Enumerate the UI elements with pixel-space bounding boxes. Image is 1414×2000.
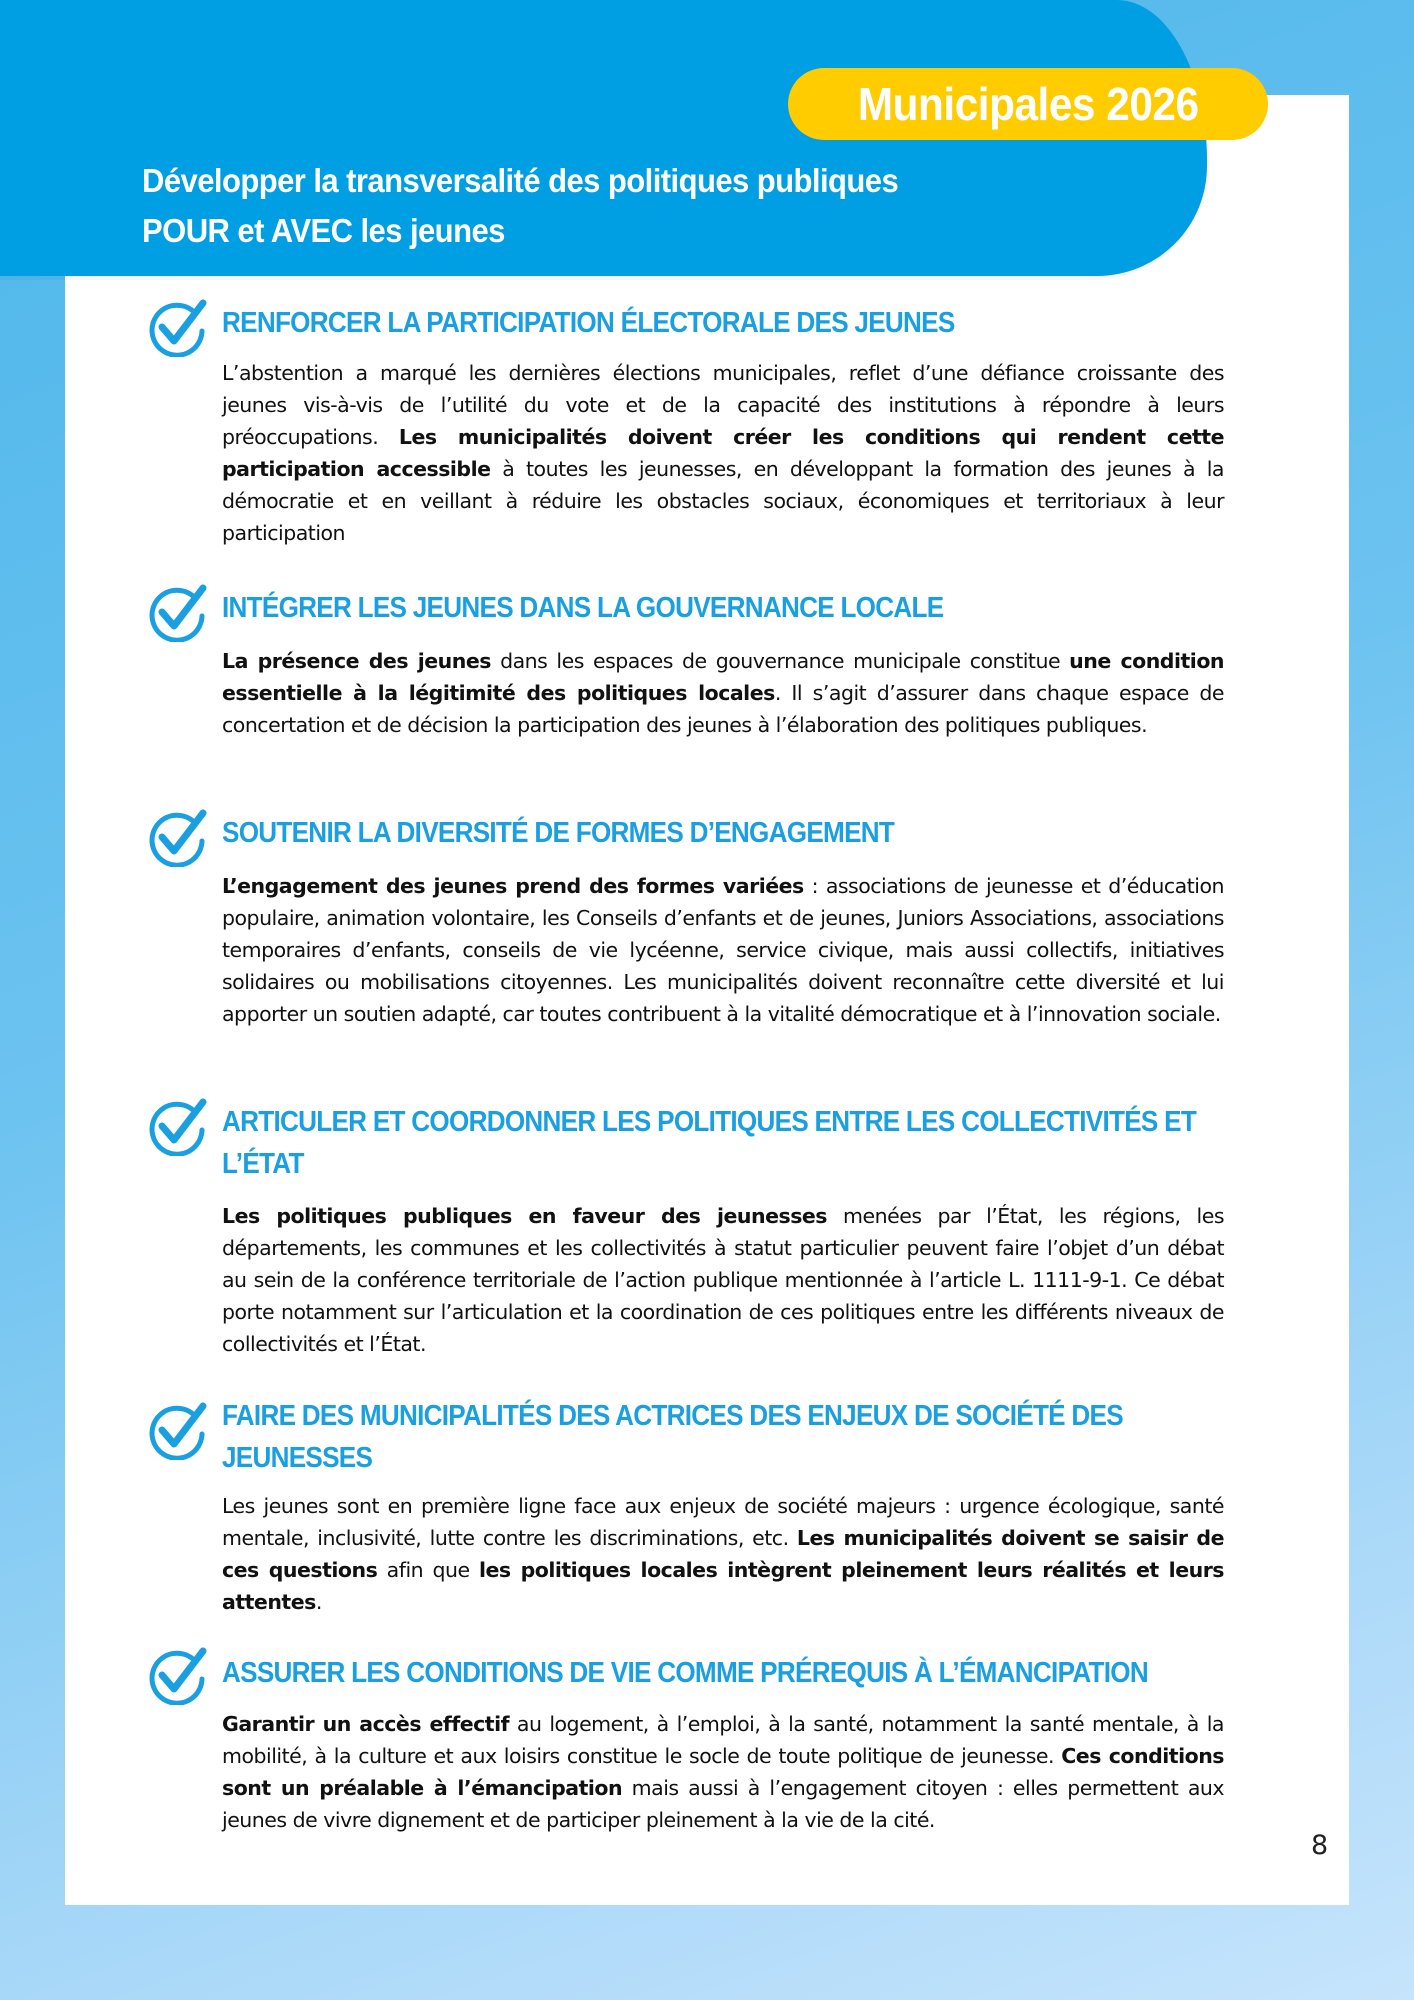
text-run: Les jeunes sont en première ligne face aux enjeux de société majeurs : urgence écologique, santé mentale, inclusivité, lutte contre les discriminations, etc. — [222, 1494, 1224, 1550]
check-circle-icon — [147, 1645, 209, 1705]
subtitle-line-1: Développer la transversalité des politiques publiques — [142, 162, 899, 199]
text-run: au logement, à l’emploi, à la santé, notamment la santé mentale, à la mobilité, à la culture et aux loisirs constitue le socle de toute politique de jeunesse. — [222, 1712, 1224, 1768]
section-heading-text: ARTICULER ET COORDONNER LES POLITIQUES ENTRE LES COLLECTIVITÉS ET — [222, 1106, 1197, 1138]
text-run: L’abstention a marqué les dernières élections municipales, reflet d’une défiance croissante des jeunes vis-à-vis de l’utilité du vote et de la capacité des institutions à répondre à leurs préoccupations. — [222, 361, 1224, 449]
section-heading-text-line2: JEUNESSES — [222, 1442, 373, 1474]
text-run: menées par l’État, les régions, les départements, les communes et les collectivités à statut particulier peuvent faire l’objet d’un débat au sein de la conférence territoriale de l’action publique mentionnée à l’article L. 1111-9-1. Ce débat porte notamment sur l’articulation et la coordination de ces politiques entre les différents niveaux de collectivités et l’État. — [222, 1204, 1224, 1356]
bold-text: Les municipalités doivent créer les conditions qui rendent cette participation accessible — [222, 425, 1224, 481]
section-heading-text-line2: L’ÉTAT — [222, 1148, 304, 1180]
bold-text: La présence des jeunes — [222, 649, 491, 673]
section-heading — [222, 587, 1232, 629]
section-heading — [222, 812, 1232, 854]
check-circle-icon — [147, 582, 209, 642]
badge-municipales-2026 — [788, 68, 1268, 140]
bold-text: Les municipalités doivent se saisir de ces questions — [222, 1526, 1224, 1582]
text-run: mais aussi à l’engagement citoyen : elles permettent aux jeunes de vivre dignement et de participer pleinement à la vie de la cité. — [222, 1776, 1225, 1832]
page-subtitle — [142, 156, 946, 256]
check-circle-icon — [147, 1096, 209, 1156]
section-paragraph — [222, 1708, 1224, 1836]
section-heading — [222, 1395, 1232, 1479]
section-heading-text: SOUTENIR LA DIVERSITÉ DE FORMES D’ENGAGEMENT — [222, 817, 895, 849]
text-run: : associations de jeunesse et d’éducation populaire, animation volontaire, les Conseils d’enfants et de jeunes, Juniors Associations, associations temporaires d’enfants, conseils de vie lycéenne, service civique, mais aussi collectifs, initiatives solidaires ou mobilisations citoyennes. Les municipalités doivent reconnaître cette diversité et lui apporter un soutien adapté, car toutes contribuent à la vitalité démocratique et à l’innovation sociale. — [222, 874, 1224, 1026]
section-paragraph — [222, 645, 1224, 741]
bold-text: Ces conditions sont un préalable à l’émancipation — [222, 1744, 1224, 1800]
section-heading-text: FAIRE DES MUNICIPALITÉS DES ACTRICES DES ENJEUX DE SOCIÉTÉ DES — [222, 1400, 1123, 1432]
bold-text: Garantir un accès effectif — [222, 1712, 510, 1736]
check-circle-icon — [147, 297, 209, 357]
bold-text: L’engagement des jeunes prend des formes variées — [222, 874, 804, 898]
bold-text: Les politiques publiques en faveur des jeunesses — [222, 1204, 827, 1228]
text-run: . — [315, 1590, 322, 1614]
bold-text: une condition essentielle à la légitimité des politiques locales — [222, 649, 1224, 705]
section-heading-text: ASSURER LES CONDITIONS DE VIE COMME PRÉREQUIS À L’ÉMANCIPATION — [222, 1657, 1148, 1689]
text-run: . Il s’agit d’assurer dans chaque espace de concertation et de décision la participation des jeunes à l’élaboration des politiques publiques. — [222, 681, 1224, 737]
section-heading — [222, 1101, 1232, 1185]
text-run: dans les espaces de gouvernance municipale constitue — [490, 649, 1070, 673]
section-paragraph — [222, 357, 1224, 549]
text-run: à toutes les jeunesses, en développant la formation des jeunes à la démocratie et en veillant à réduire les obstacles sociaux, économiques et territoriaux à leur participation — [222, 457, 1224, 545]
section-heading — [222, 302, 1232, 344]
check-circle-icon — [147, 807, 209, 867]
section-heading-text: RENFORCER LA PARTICIPATION ÉLECTORALE DES JEUNES — [222, 307, 955, 339]
page-number: 8 — [1311, 1830, 1329, 1861]
section-heading-text: INTÉGRER LES JEUNES DANS LA GOUVERNANCE LOCALE — [222, 592, 944, 624]
subtitle-line-2: POUR et AVEC les jeunes — [142, 212, 505, 249]
section-paragraph — [222, 1200, 1224, 1360]
section-heading — [222, 1652, 1232, 1694]
section-paragraph — [222, 870, 1224, 1030]
badge-label: Municipales 2026 — [857, 78, 1199, 130]
check-circle-icon — [147, 1400, 209, 1460]
text-run: afin que — [377, 1558, 479, 1582]
section-paragraph — [222, 1490, 1224, 1618]
bold-text: les politiques locales intègrent pleinement leurs réalités et leurs attentes — [222, 1558, 1224, 1614]
